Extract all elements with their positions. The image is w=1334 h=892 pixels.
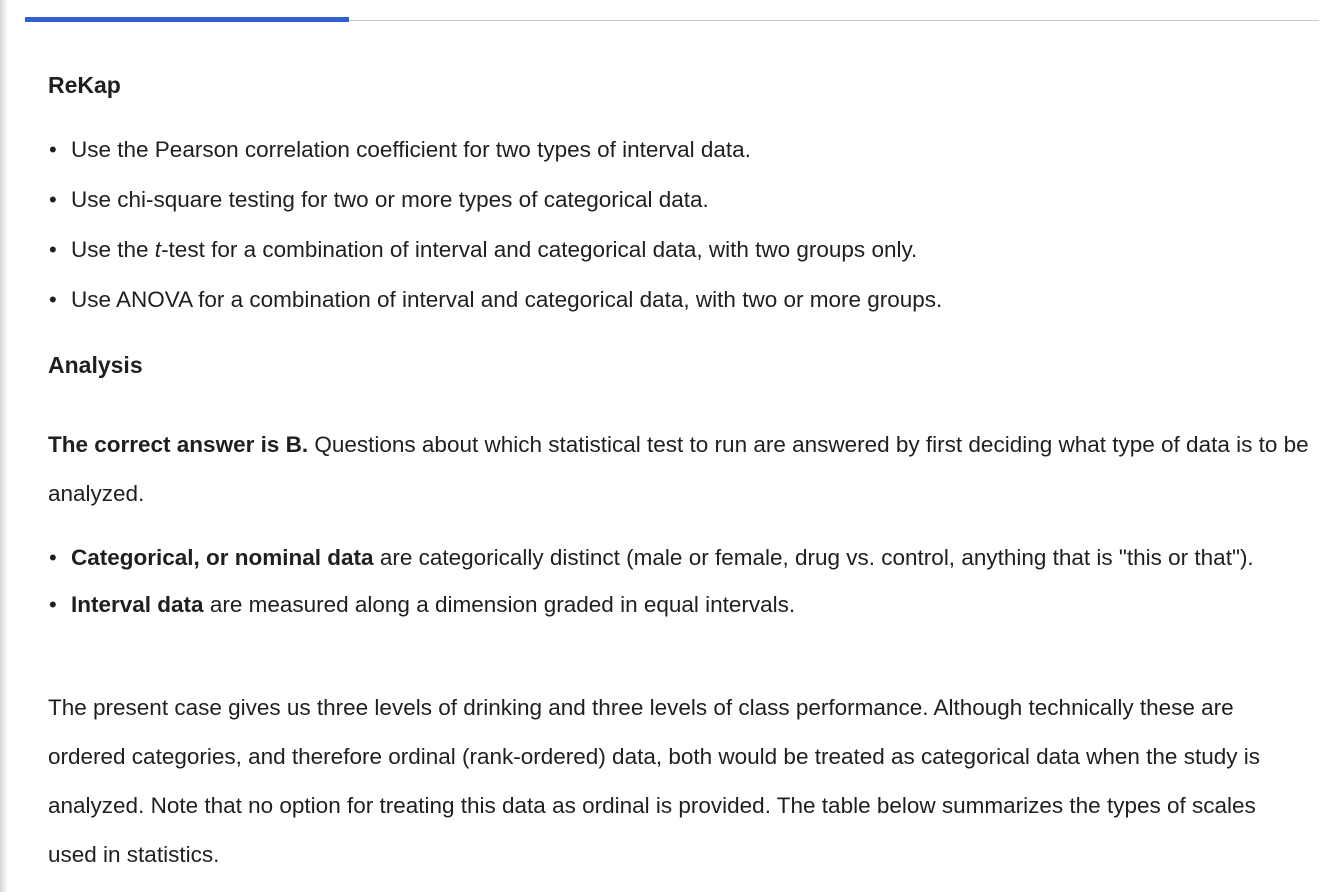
list-item: • Categorical, or nominal data are categorically distinct (male or female, drug vs. control, anything that is "this or that"). — [49, 545, 1254, 570]
list-item: • Interval data are measured along a dimension graded in equal intervals. — [49, 592, 796, 617]
list-item: • Use ANOVA for a combination of interval and categorical data, with two or more groups. — [49, 287, 943, 312]
closing-paragraph: The present case gives us three levels of drinking and three levels of class performance. Although technically these are ordered categories, and therefore ordinal (rank-ordered) data, both would be treated as categorical data when the study is analyzed. Note that no option for treating this data as ordinal is provided. The table below summarizes the types of scales used in statistics. — [48, 695, 1260, 867]
active-tab-indicator[interactable] — [25, 17, 349, 22]
data-types-list — [48, 540, 1310, 620]
list-item: • Use the t-test for a combination of interval and categorical data, with two groups only. — [49, 237, 918, 262]
correct-answer-label: The correct answer is B. — [48, 432, 309, 457]
list-item: • Use the Pearson correlation coefficient for two types of interval data. — [49, 137, 751, 162]
analysis-heading: Analysis — [48, 352, 143, 378]
answer-paragraph: The correct answer is B. Questions about which statistical test to run are answered by first deciding what type of data is to be analyzed. — [48, 432, 1309, 506]
rekap-heading: ReKap — [48, 72, 121, 98]
window-edge — [0, 0, 8, 892]
list-item: • Use chi-square testing for two or more types of categorical data. — [49, 187, 709, 212]
rekap-list — [48, 135, 1310, 315]
